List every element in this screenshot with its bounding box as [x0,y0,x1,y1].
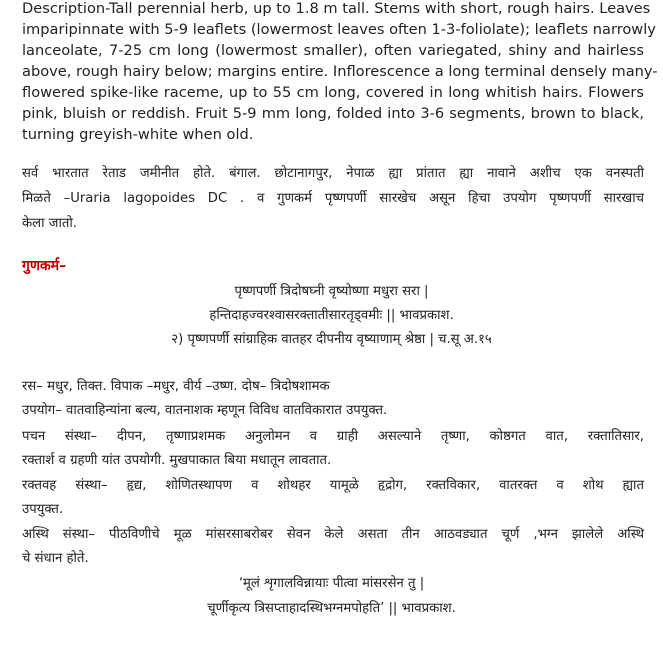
properties-line-2: उपयोग– वातवाहिन्यांना बल्य, वातनाशक म्हणून विविध वातविकारात उपयुक्त. [22,403,388,418]
description-line-1: Description-Tall perennial herb, up to 1.8 m tall. Stems with short, rough hairs. Leaves [22,0,651,17]
description-line-3: lanceolate, 7-25 cm long (lowermost smaller), often variegated, shiny and hairless [22,42,644,59]
intro-line-1: सर्व भारतात रेताड जमीनीत होते. बंगाल. छोटानागपुर, नेपाळ ह्या प्रांतात ह्या नावाने अशीच एक वनस्पती [22,166,644,181]
description-line-2: imparipinnate with 5-9 leaflets (lowermost leaves often 1-3-foliolate); leaflets narrowly [22,21,656,38]
properties-line-5: रक्तवह संस्था– हृद्य, शोणितस्थापण व शोथहर यामूळे हृद्रोग, रक्तविकार, वातरक्त व शोथ ह्यात [22,478,644,493]
intro-line-3: केला जातो. [22,216,78,231]
description-line-5: flowered spike-like raceme, up to 55 cm long, covered in long whitish hairs. Flowers [22,84,644,101]
description-line-6: pink, bluish or reddish. Fruit 5-9 mm long, folded into 3-6 segments, brown to black, [22,105,644,122]
properties-line-1: रस– मधुर, तिक्त. विपाक –मधुर, वीर्य –उष्ण. दोष– त्रिदोषशामक [22,379,330,394]
properties-line-4: रक्तार्श व ग्रहणी यांत उपयोगी. मुखपाकात बिया मधातून लावतात. [22,453,332,468]
properties-line-8: चे संधान होते. [22,551,89,566]
description-line-4: above, rough hairy below; margins entire. Inflorescence a long terminal densely many- [22,63,658,80]
properties-line-7: अस्थि संस्था– पीठविणीचे मूळ मांसरसाबरोबर सेवन केले असता तीन आठवड्यात चूर्ण ,भग्न झालेले अस्थि [22,527,644,542]
properties-line-3: पचन संस्था– दीपन, तृष्णाप्रशमक अनुलोमन व ग्राही असल्याने तृष्णा, कोष्ठगत वात, रक्तातिसार, [22,429,644,444]
closing-verse-line-1: ‘मूलं शृगालविन्नायाः पीत्वा मांसरसेन तु | [238,576,425,591]
description-line-7: turning greyish-white when old. [22,126,254,143]
verse-line-3: २) पृष्णपर्णी सांग्राहिक वातहर दीपनीय वृष्याणाम् श्रेष्ठा | च.सू अ.१५ [171,332,492,347]
section-heading: गुणकर्म– [22,258,67,274]
properties-line-6: उपयुक्त. [22,502,64,517]
verse-line-2: हन्तिदाहज्वरश्वासरक्तातीसारतृड्वमीः || भावप्रकाश. [209,308,454,323]
closing-verse-line-2: चूर्णीकृत्य त्रिसप्ताहादस्थिभग्नमपोहति’ || भावप्रकाश. [207,601,456,616]
intro-line-2: मिळते –Uraria lagopoides DC . व गुणकर्म पृष्णपर्णी सारखेच असून हिचा उपयोग पृष्णपर्णी सारखाच [22,191,644,206]
verse-line-1: पृष्णपर्णी त्रिदोषघ्नी वृष्योष्णा मधुरा सरा | [234,284,429,299]
